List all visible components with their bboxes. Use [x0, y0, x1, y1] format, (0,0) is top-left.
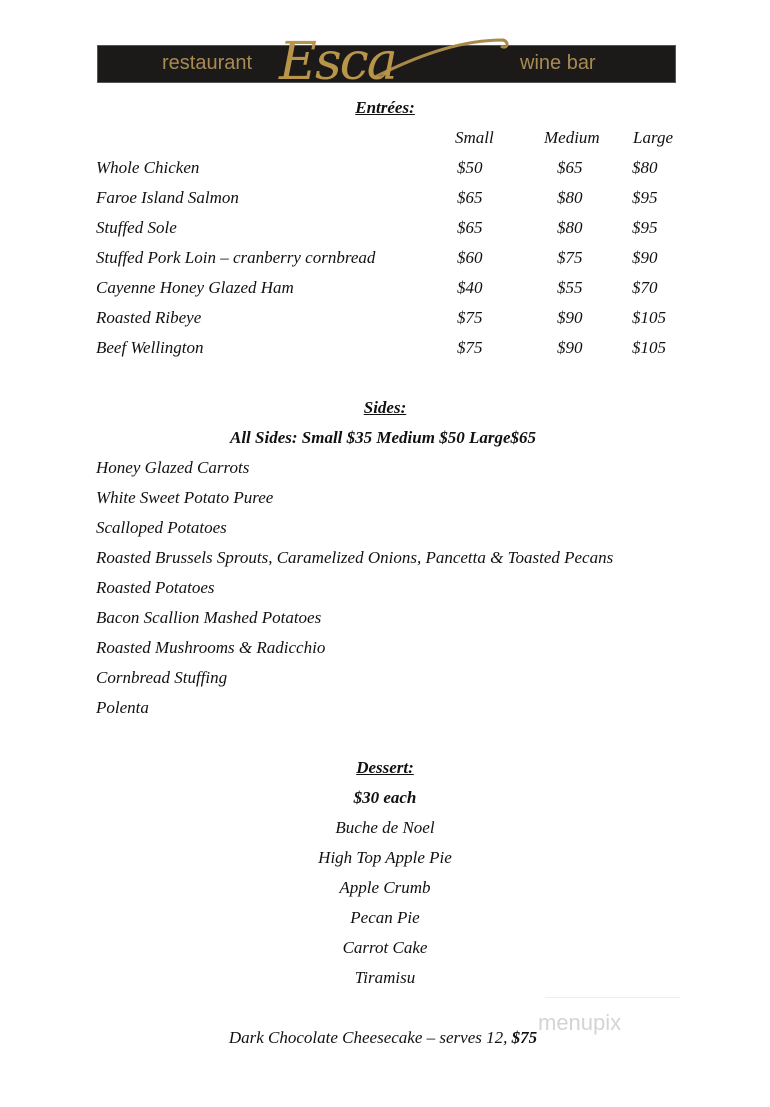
entree-price-small: $65 — [457, 188, 483, 207]
sides-pricing: All Sides: Small $35 Medium $50 Large$65 — [229, 428, 537, 447]
dessert-item: Buche de Noel — [335, 818, 435, 837]
banner-restaurant-text: restaurant — [162, 52, 253, 74]
dessert-item: Carrot Cake — [342, 938, 428, 957]
entree-price-large: $70 — [632, 278, 658, 297]
entree-price-large: $80 — [632, 158, 658, 177]
entree-price-medium: $90 — [557, 338, 583, 357]
dessert-item: High Top Apple Pie — [318, 848, 452, 867]
banner-wine-bar-text: wine bar — [520, 52, 596, 74]
entree-name: Faroe Island Salmon — [96, 188, 239, 207]
entree-price-large: $90 — [632, 248, 658, 267]
special-price: $75 — [511, 1028, 538, 1047]
entree-name: Whole Chicken — [96, 158, 200, 177]
dessert-item: Pecan Pie — [350, 908, 420, 927]
column-header-large: Large — [633, 128, 673, 147]
entree-price-medium: $55 — [557, 278, 583, 297]
entree-price-medium: $65 — [557, 158, 583, 177]
dessert-item: Tiramisu — [354, 968, 416, 987]
side-item: Roasted Potatoes — [96, 578, 215, 597]
esca-logo: Esca — [265, 32, 515, 100]
entree-name: Beef Wellington — [96, 338, 204, 357]
dessert-heading: Dessert: — [356, 758, 414, 777]
entree-name: Stuffed Sole — [96, 218, 177, 237]
sides-heading: Sides: — [363, 398, 407, 417]
entree-price-medium: $90 — [557, 308, 583, 327]
entree-price-small: $65 — [457, 218, 483, 237]
dessert-special — [0, 1028, 768, 1048]
side-item: Polenta — [96, 698, 149, 717]
entree-name: Stuffed Pork Loin – cranberry cornbread — [96, 248, 376, 267]
entree-price-medium: $80 — [557, 218, 583, 237]
column-header-small: Small — [455, 128, 494, 147]
entree-price-small: $75 — [457, 338, 483, 357]
side-item: Roasted Brussels Sprouts, Caramelized Onions, Pancetta & Toasted Pecans — [96, 548, 614, 567]
watermark-divider — [545, 997, 680, 998]
entree-price-medium: $80 — [557, 188, 583, 207]
entree-price-large: $105 — [632, 338, 666, 357]
side-item: Honey Glazed Carrots — [96, 458, 250, 477]
dessert-item: Apple Crumb — [339, 878, 431, 897]
menupix-watermark: menupix — [538, 1010, 622, 1035]
side-item: White Sweet Potato Puree — [96, 488, 274, 507]
side-item: Roasted Mushrooms & Radicchio — [96, 638, 326, 657]
entree-price-large: $95 — [632, 218, 658, 237]
entree-price-small: $40 — [457, 278, 483, 297]
column-header-medium: Medium — [544, 128, 600, 147]
entree-price-small: $50 — [457, 158, 483, 177]
entree-name: Roasted Ribeye — [96, 308, 202, 327]
side-item: Cornbread Stuffing — [96, 668, 228, 687]
dessert-pricing: $30 each — [353, 788, 417, 807]
entree-price-large: $105 — [632, 308, 666, 327]
side-item: Scalloped Potatoes — [96, 518, 227, 537]
entree-price-small: $75 — [457, 308, 483, 327]
side-item: Bacon Scallion Mashed Potatoes — [96, 608, 322, 627]
entree-price-medium: $75 — [557, 248, 583, 267]
entree-price-large: $95 — [632, 188, 658, 207]
entree-name: Cayenne Honey Glazed Ham — [96, 278, 294, 297]
entrees-heading: Entrées: — [355, 98, 415, 117]
entree-price-small: $60 — [457, 248, 483, 267]
special-name: Dark Chocolate Cheesecake – serves 12, — [228, 1028, 508, 1047]
